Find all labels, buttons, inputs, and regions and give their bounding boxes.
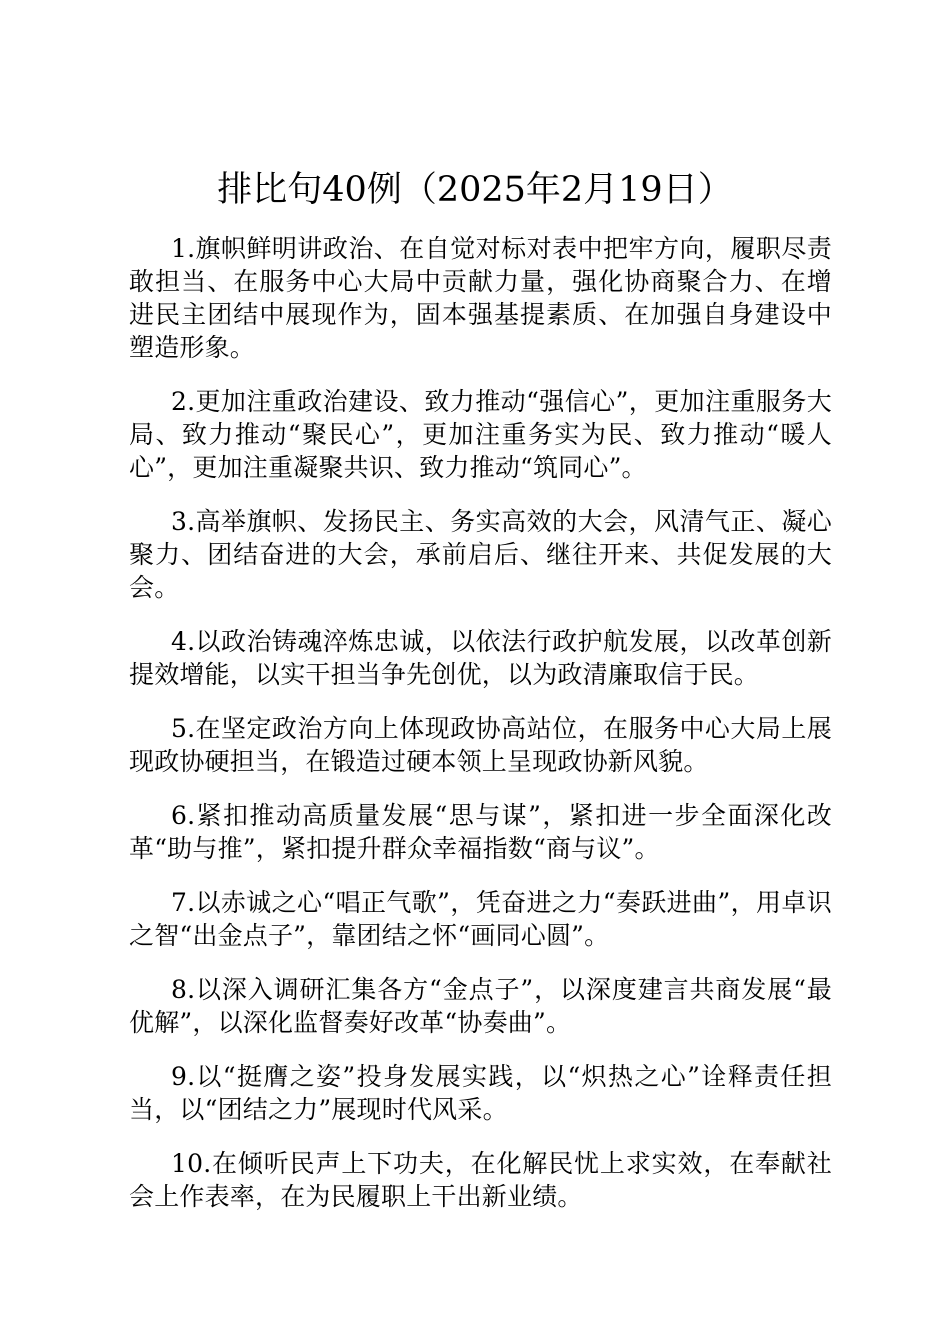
paragraph-4: 4.以政治铸魂淬炼忠诚，以依法行政护航发展，以改革创新提效增能，以实干担当争先创优，以为政清廉取信于民。	[129, 627, 832, 689]
paragraph-9: 9.以“挺膺之姿”投身发展实践，以“炽热之心”诠释责任担当，以“团结之力”展现时代风采。	[129, 1062, 832, 1124]
paragraph-5: 5.在坚定政治方向上体现政协高站位，在服务中心大局上展现政协硬担当，在锻造过硬本领上呈现政协新风貌。	[129, 714, 832, 776]
paragraph-3: 3.高举旗帜、发扬民主、务实高效的大会，风清气正、凝心聚力、团结奋进的大会，承前启后、继往开来、共促发展的大会。	[129, 507, 832, 602]
paragraph-2: 2.更加注重政治建设、致力推动“强信心”，更加注重服务大局、致力推动“聚民心”，更加注重务实为民、致力推动“暖人心”，更加注重凝聚共识、致力推动“筑同心”。	[129, 387, 832, 482]
paragraph-7: 7.以赤诚之心“唱正气歌”，凭奋进之力“奏跃进曲”，用卓识之智“出金点子”，靠团结之怀“画同心圆”。	[129, 888, 832, 950]
paragraph-10: 10.在倾听民声上下功夫，在化解民忧上求实效，在奉献社会上作表率，在为民履职上干出新业绩。	[129, 1149, 832, 1211]
paragraph-1: 1.旗帜鲜明讲政治、在自觉对标对表中把牢方向，履职尽责敢担当、在服务中心大局中贡献力量，强化协商聚合力、在增进民主团结中展现作为，固本强基提素质、在加强自身建设中塑造形象。	[129, 234, 832, 362]
paragraph-6: 6.紧扣推动高质量发展“思与谋”，紧扣进一步全面深化改革“助与推”，紧扣提升群众幸福指数“商与议”。	[129, 801, 832, 863]
document-title: 排比句40例（2025年2月19日）	[217, 170, 733, 210]
paragraph-8: 8.以深入调研汇集各方“金点子”，以深度建言共商发展“最优解”，以深化监督奏好改革“协奏曲”。	[129, 975, 832, 1037]
document-body	[129, 232, 832, 1234]
